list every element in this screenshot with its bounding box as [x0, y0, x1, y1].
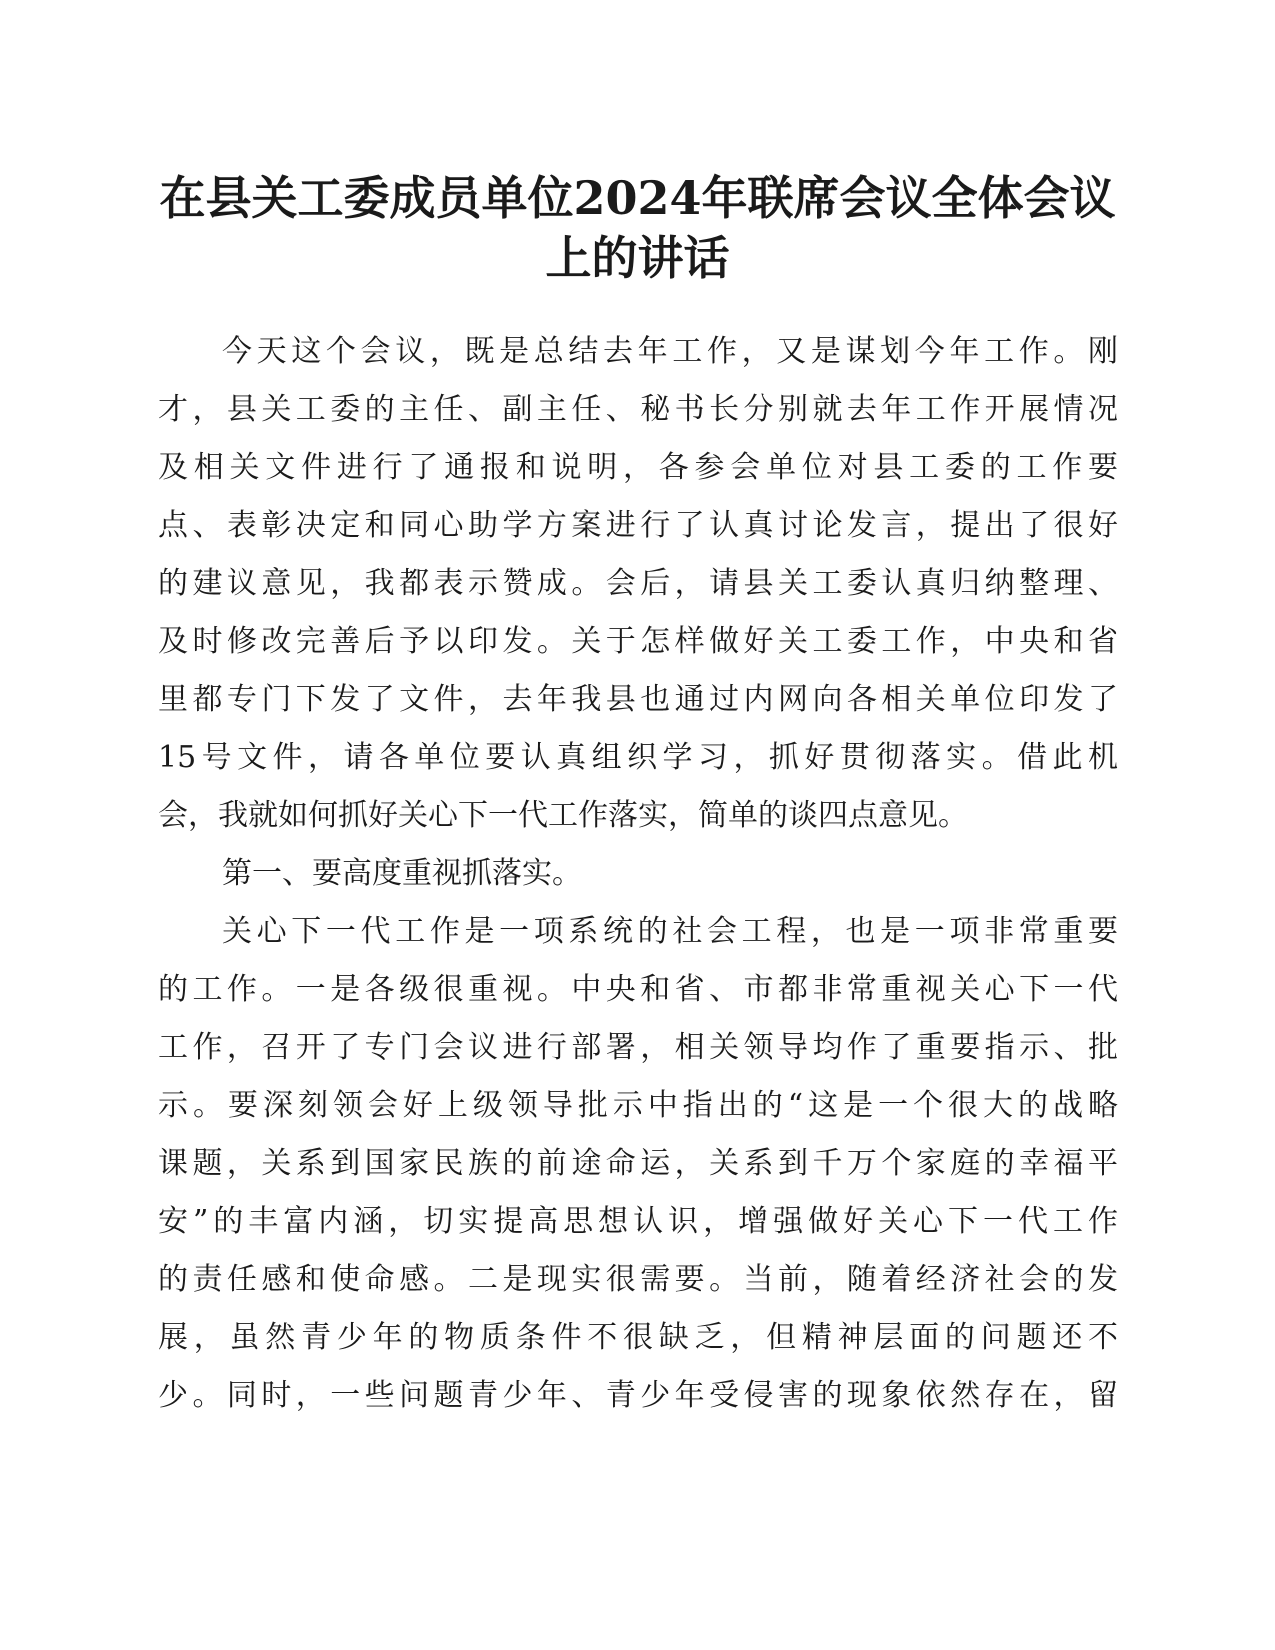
- text-line: 的责任感和使命感。二是现实很需要。当前，随着经济社会的发: [158, 1262, 1118, 1297]
- text-line: 的建议意见，我都表示赞成。会后，请县关工委认真归纳整理、: [158, 566, 1118, 601]
- text-line: 里都专门下发了文件，去年我县也通过内网向各相关单位印发了: [158, 682, 1118, 717]
- document-title: [150, 168, 1125, 288]
- text-line: 关心下一代工作是一项系统的社会工程，也是一项非常重要: [222, 914, 1118, 949]
- text-line: 及相关文件进行了通报和说明，各参会单位对县工委的工作要: [158, 450, 1118, 485]
- text-line: 展，虽然青少年的物质条件不很缺乏，但精神层面的问题还不: [158, 1320, 1118, 1355]
- text-line: 今天这个会议，既是总结去年工作，又是谋划今年工作。刚: [222, 334, 1118, 369]
- text-line: 的工作。一是各级很重视。中央和省、市都非常重视关心下一代: [158, 972, 1118, 1007]
- text-line: 会，我就如何抓好关心下一代工作落实，简单的谈四点意见。: [158, 798, 968, 833]
- text-line: 课题，关系到国家民族的前途命运，关系到千万个家庭的幸福平: [158, 1146, 1118, 1181]
- text-line: 少。同时，一些问题青少年、青少年受侵害的现象依然存在，留: [158, 1378, 1118, 1413]
- document-body: [158, 323, 1118, 1425]
- title-line-1: 在县关工委成员单位2024年联席会议全体会议: [159, 171, 1116, 225]
- text-line: 点、表彰决定和同心助学方案进行了认真讨论发言，提出了很好: [158, 508, 1118, 543]
- title-line-2: 上的讲话: [545, 231, 730, 285]
- text-line: 及时修改完善后予以印发。关于怎样做好关工委工作，中央和省: [158, 624, 1118, 659]
- text-line: 15号文件，请各单位要认真组织学习，抓好贯彻落实。借此机: [158, 740, 1118, 775]
- section-heading: 第一、要高度重视抓落实。: [222, 856, 582, 891]
- text-line: 才，县关工委的主任、副主任、秘书长分别就去年工作开展情况: [158, 392, 1118, 427]
- text-line: 安”的丰富内涵，切实提高思想认识，增强做好关心下一代工作: [158, 1204, 1118, 1239]
- text-line: 示。要深刻领会好上级领导批示中指出的“这是一个很大的战略: [158, 1088, 1118, 1123]
- text-line: 工作，召开了专门会议进行部署，相关领导均作了重要指示、批: [158, 1030, 1118, 1065]
